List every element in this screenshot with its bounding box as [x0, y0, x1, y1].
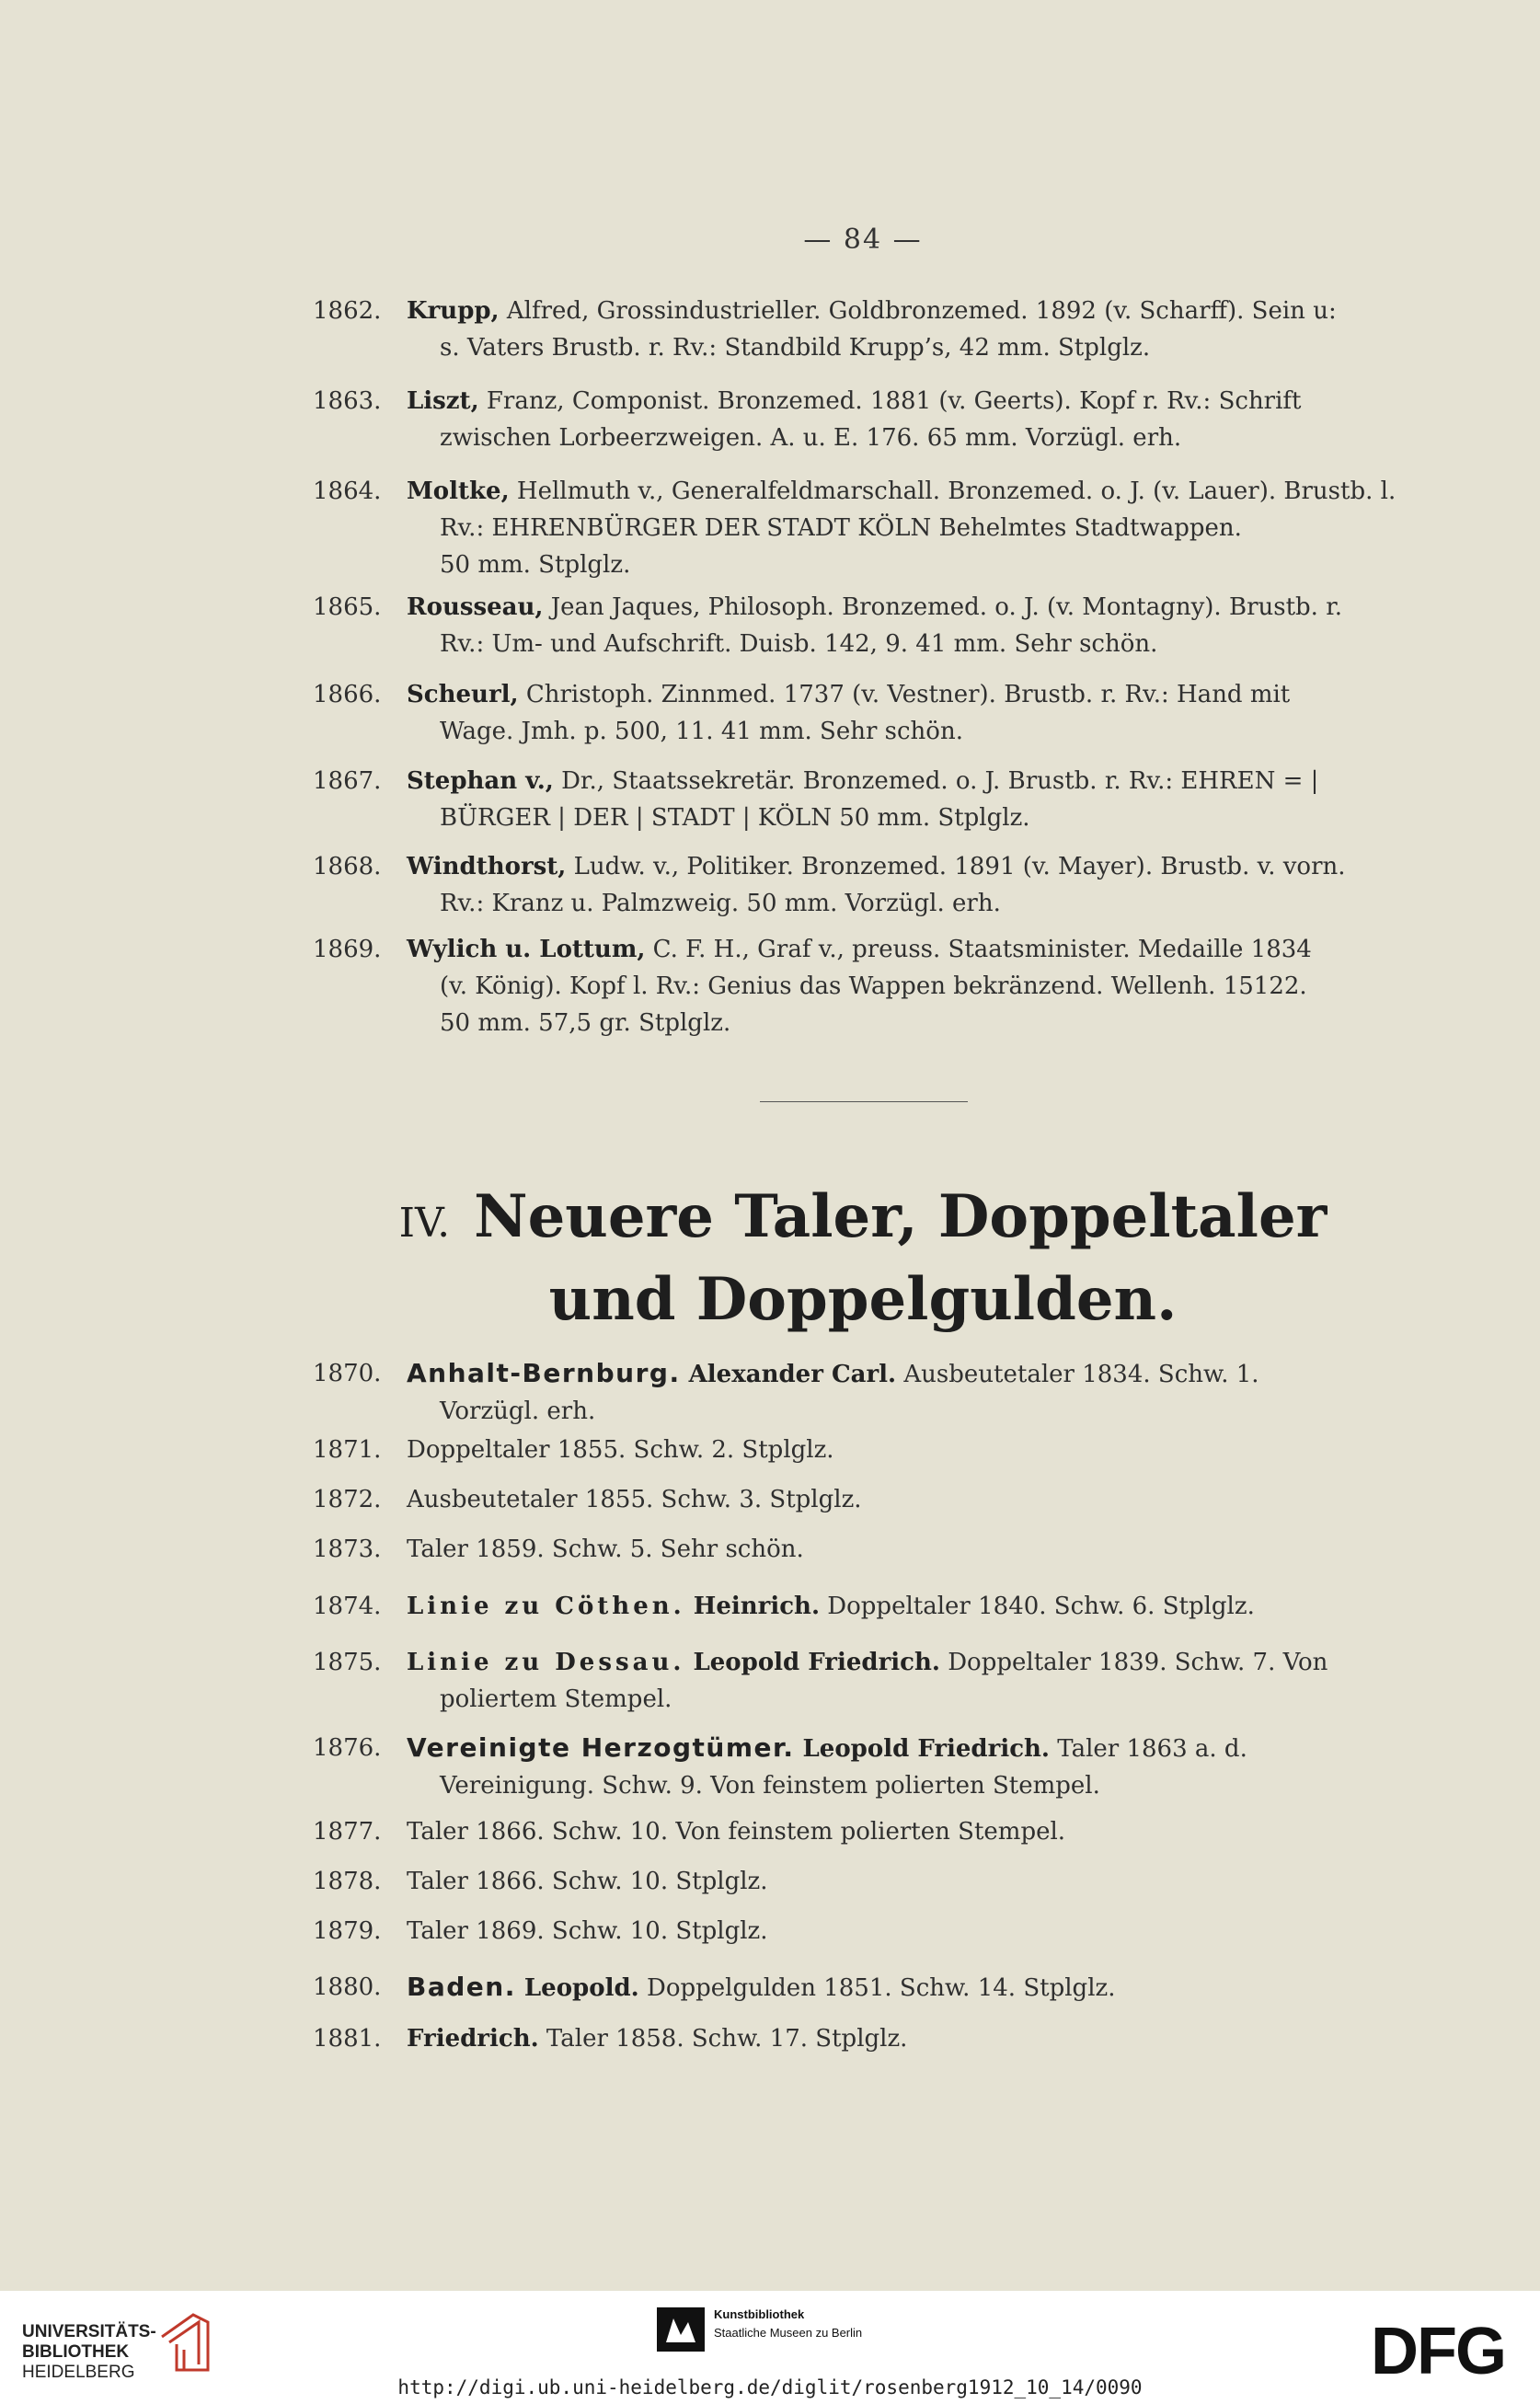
entry-1876 — [313, 1730, 1417, 1804]
entry-continuation: zwischen Lorbeerzweigen. A. u. E. 176. 65 mm. Vorzügl. erh. — [440, 424, 1182, 452]
entry-continuation: Rv.: Kranz u. Palmzweig. 50 mm. Vorzügl. erh. — [440, 890, 1001, 917]
entry-1875 — [313, 1644, 1417, 1718]
entry-1864 — [313, 473, 1417, 583]
section-roman-numeral: IV. — [398, 1200, 451, 1247]
entry-line: Linie zu Dessau. — [407, 1649, 685, 1676]
entry-number: 1868. — [313, 853, 382, 880]
kunstbibliothek-emblem-icon — [657, 2307, 705, 2352]
dfg-logo[interactable]: DFG — [1371, 2315, 1505, 2388]
entry-line: Linie zu Cöthen. — [407, 1593, 685, 1620]
entry-1874 — [313, 1588, 1417, 1625]
kb-logo-line2: Staatliche Museen zu Berlin — [714, 2326, 863, 2340]
entry-number: 1869. — [313, 936, 382, 963]
entry-1881 — [313, 2020, 1417, 2057]
entry-text: Christoph. Zinnmed. 1737 (v. Vestner). Brustb. r. Rv.: Hand mit — [518, 681, 1291, 708]
section-title-line2: und Doppelgulden. — [548, 1265, 1178, 1334]
entry-continuation: Wage. Jmh. p. 500, 11. 41 mm. Sehr schön. — [440, 718, 963, 745]
entry-name: Rousseau, — [407, 593, 544, 621]
entry-1878 — [313, 1863, 1417, 1900]
entry-1863 — [313, 383, 1417, 456]
entry-text: C. F. H., Graf v., preuss. Staatsminister. Medaille 1834 — [645, 936, 1312, 963]
entry-house: Baden. — [407, 1972, 516, 2002]
entry-number: 1864. — [313, 477, 382, 505]
entry-1862 — [313, 293, 1417, 366]
entry-continuation: (v. König). Kopf l. Rv.: Genius das Wappen bekränzend. Wellenh. 15122. — [440, 972, 1307, 1000]
entry-ruler: Leopold Friedrich. — [684, 1649, 940, 1676]
entry-name: Moltke, — [407, 477, 510, 505]
ub-logo-line3: HEIDELBERG — [22, 2363, 135, 2382]
entry-name: Scheurl, — [407, 681, 519, 708]
entry-text: Ludw. v., Politiker. Bronzemed. 1891 (v. Mayer). Brustb. v. vorn. — [566, 853, 1346, 880]
entry-number: 1874. — [313, 1593, 382, 1620]
entry-number: 1865. — [313, 593, 382, 621]
entry-number: 1867. — [313, 767, 382, 795]
entry-1866 — [313, 676, 1417, 750]
entry-text: Taler 1859. Schw. 5. Sehr schön. — [407, 1536, 804, 1563]
page-number: — 84 — — [803, 224, 923, 256]
entry-text: Ausbeutetaler 1834. Schw. 1. — [896, 1361, 1259, 1388]
entry-name: Windthorst, — [407, 853, 567, 880]
entry-text: Doppeltaler 1839. Schw. 7. Von — [939, 1649, 1328, 1676]
entry-text: Dr., Staatssekretär. Bronzemed. o. J. Brustb. r. Rv.: EHREN = | — [553, 767, 1319, 795]
entry-continuation: poliertem Stempel. — [440, 1685, 672, 1713]
kb-logo-line1: Kunstbibliothek — [714, 2307, 805, 2321]
entry-text: Taler 1866. Schw. 10. Stplglz. — [407, 1868, 768, 1895]
entry-name: Stephan v., — [407, 767, 554, 795]
section-divider — [760, 1101, 968, 1102]
ub-logo-line2: BIBLIOTHEK — [22, 2342, 130, 2362]
entry-number: 1880. — [313, 1973, 382, 2001]
entry-house: Anhalt-Bernburg. — [407, 1358, 681, 1388]
entry-number: 1878. — [313, 1868, 382, 1895]
ub-heidelberg-logo[interactable] — [22, 2322, 156, 2383]
entry-continuation: 50 mm. Stplglz. — [440, 551, 631, 579]
entry-continuation: Vorzügl. erh. — [440, 1398, 596, 1425]
entry-continuation: BÜRGER | DER | STADT | KÖLN 50 mm. Stplglz. — [440, 804, 1030, 832]
entry-number: 1875. — [313, 1649, 382, 1676]
entry-1871 — [313, 1432, 1417, 1468]
entry-number: 1873. — [313, 1536, 382, 1563]
entry-number: 1870. — [313, 1360, 382, 1387]
entry-number: 1876. — [313, 1734, 382, 1762]
entry-ruler: Leopold Friedrich. — [794, 1735, 1050, 1763]
entry-continuation: Vereinigung. Schw. 9. Von feinstem polierten Stempel. — [440, 1772, 1100, 1800]
entry-continuation: Rv.: EHRENBÜRGER DER STADT KÖLN Behelmtes Stadtwappen. — [440, 514, 1242, 542]
entry-text: Doppeltaler 1840. Schw. 6. Stplglz. — [820, 1593, 1255, 1620]
entry-1870 — [313, 1355, 1417, 1430]
ub-logo-line1: UNIVERSITÄTS- — [22, 2322, 156, 2341]
entry-text: Hellmuth v., Generalfeldmarschall. Bronzemed. o. J. (v. Lauer). Brustb. l. — [509, 477, 1396, 505]
entry-text: Taler 1858. Schw. 17. Stplglz. — [538, 2025, 908, 2053]
entry-text: Taler 1863 a. d. — [1049, 1735, 1247, 1763]
entry-1868 — [313, 848, 1417, 922]
entry-text: Alfred, Grossindustrieller. Goldbronzemed. 1892 (v. Scharff). Sein u: — [499, 297, 1337, 325]
entry-name: Liszt, — [407, 387, 479, 415]
entry-1879 — [313, 1913, 1417, 1950]
entry-name: Wylich u. Lottum, — [407, 936, 646, 963]
entry-text: Taler 1866. Schw. 10. Von feinstem polierten Stempel. — [407, 1818, 1066, 1846]
entry-1867 — [313, 763, 1417, 836]
entry-1872 — [313, 1481, 1417, 1518]
entry-continuation: s. Vaters Brustb. r. Rv.: Standbild Krupp’s, 42 mm. Stplglz. — [440, 334, 1151, 362]
source-url-link[interactable]: http://digi.ub.uni-heidelberg.de/diglit/rosenberg1912_10_14/0090 — [397, 2376, 1143, 2398]
ub-emblem-icon — [156, 2309, 215, 2375]
section-heading — [0, 1182, 1540, 1251]
entry-ruler: Leopold. — [515, 1974, 639, 2002]
section-title-line1: Neuere Taler, Doppeltaler — [474, 1182, 1327, 1251]
entry-number: 1881. — [313, 2025, 382, 2053]
entry-ruler: Heinrich. — [684, 1593, 821, 1620]
entry-text: Doppeltaler 1855. Schw. 2. Stplglz. — [407, 1436, 834, 1464]
entry-1865 — [313, 589, 1417, 662]
entry-ruler: Friedrich. — [407, 2025, 539, 2053]
entry-text: Taler 1869. Schw. 10. Stplglz. — [407, 1917, 768, 1945]
entry-1877 — [313, 1813, 1417, 1850]
entry-number: 1863. — [313, 387, 382, 415]
entry-text: Jean Jaques, Philosoph. Bronzemed. o. J. (v. Montagny). Brustb. r. — [543, 593, 1343, 621]
entry-text: Franz, Componist. Bronzemed. 1881 (v. Geerts). Kopf r. Rv.: Schrift — [478, 387, 1302, 415]
entry-number: 1866. — [313, 681, 382, 708]
entry-1880 — [313, 1969, 1417, 2007]
entry-1873 — [313, 1531, 1417, 1568]
entry-ruler: Alexander Carl. — [680, 1361, 897, 1388]
entry-house: Vereinigte Herzogtümer. — [407, 1732, 795, 1763]
entry-text: Ausbeutetaler 1855. Schw. 3. Stplglz. — [407, 1486, 862, 1513]
entry-number: 1877. — [313, 1818, 382, 1846]
entry-number: 1879. — [313, 1917, 382, 1945]
entry-continuation: Rv.: Um- und Aufschrift. Duisb. 142, 9. 41 mm. Sehr schön. — [440, 630, 1158, 658]
entry-name: Krupp, — [407, 297, 500, 325]
entry-text: Doppelgulden 1851. Schw. 14. Stplglz. — [638, 1974, 1116, 2002]
entry-continuation: 50 mm. 57,5 gr. Stplglz. — [440, 1009, 731, 1037]
entry-number: 1862. — [313, 297, 382, 325]
entry-number: 1871. — [313, 1436, 382, 1464]
entry-number: 1872. — [313, 1486, 382, 1513]
entry-1869 — [313, 931, 1417, 1041]
